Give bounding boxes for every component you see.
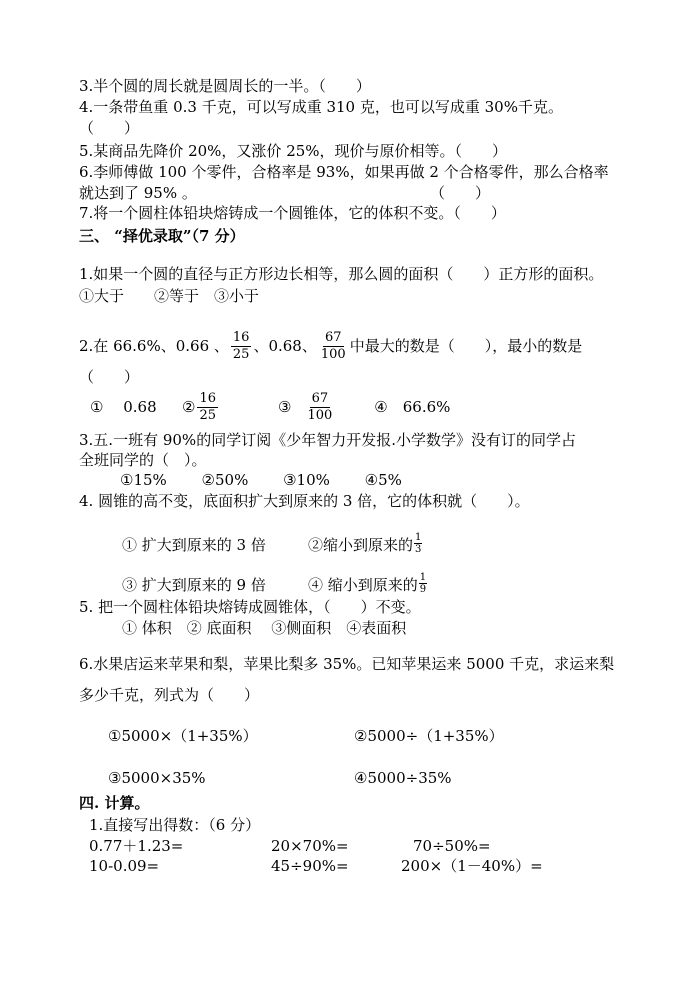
s3-q3: 3.五.一班有 90%的同学订阅《少年智力开发报.小学数学》没有订的同学占 xyxy=(79,431,576,449)
s3-q4-option-2: ②缩小到原来的 xyxy=(308,536,414,554)
s3-q4: 4. 圆锥的高不变，底面积扩大到原来的 3 倍，它的体积就（ ）。 xyxy=(79,492,530,510)
calc-r2-c3: 200×（1－40%）= xyxy=(401,857,543,875)
calc-r1-c1: 0.77＋1.23= xyxy=(89,837,184,855)
fraction-67-100: $\frac{67}{100}$ xyxy=(320,329,346,362)
fraction-16-25: $\frac{16}{25}$ xyxy=(232,329,250,362)
judge-q6: 6.李师傅做 100 个零件，合格率是 93%，如果再做 2 个合格零件，那么合格率 xyxy=(79,163,609,181)
judge-q4-answer-bracket: （ ） xyxy=(79,119,140,137)
section4-heading: 四. 计算。 xyxy=(79,794,150,812)
s3-q1: 1.如果一个圆的直径与正方形边长相等，那么圆的面积（ ）正方形的面积。 xyxy=(79,265,604,283)
s3-q4-option-4: ④ 缩小到原来的 xyxy=(308,576,418,594)
option-fraction-16-25: $\frac{16}{25}$ xyxy=(199,390,216,423)
s3-q2-suffix: 中最大的数是（ ），最小的数是 xyxy=(349,337,583,355)
s3-q6-option-4: ④5000÷35% xyxy=(354,769,452,787)
s3-q6-option-3: ③5000×35% xyxy=(108,769,206,787)
calc-r2-c1: 10-0.09= xyxy=(89,857,160,875)
s3-q6-option-1: ①5000×（1+35%） xyxy=(108,727,258,745)
judge-q6-answer-bracket: （ ） xyxy=(430,184,491,202)
s3-q2 xyxy=(79,326,582,366)
s3-q4-option-1: ① 扩大到原来的 3 倍 xyxy=(122,536,266,554)
option-fraction-67-100: $\frac{67}{100}$ xyxy=(307,390,333,423)
s3-q3-options: ①15% ②50% ③10% ④5% xyxy=(120,471,402,489)
s3-q5-options: ① 体积 ② 底面积 ③侧面积 ④表面积 xyxy=(122,619,407,637)
s3-q2-option-1: ① 0.68 xyxy=(90,398,157,416)
judge-q3: 3.半个圆的周长就是圆周长的一半。（ ） xyxy=(79,77,371,95)
s3-q2-mid: 、0.68、 xyxy=(253,337,317,355)
fraction-1-3: $\frac{1}{3}$ xyxy=(415,532,422,555)
s3-q3-cont: 全班同学的（ ）。 xyxy=(79,451,207,469)
s3-q2-prefix: 2.在 66.6%、0.66 、 xyxy=(79,337,229,355)
s4-sub1: 1.直接写出得数：（6 分） xyxy=(89,816,261,834)
judge-q4: 4.一条带鱼重 0.3 千克，可以写成重 310 克，也可以写成重 30%千克。 xyxy=(79,98,563,116)
s3-q4-options-row1 xyxy=(122,525,422,555)
calc-r2-c2: 45÷90%= xyxy=(271,857,349,875)
s3-q2-option-4: ④ 66.6% xyxy=(374,398,451,416)
s3-q2-option-3: ③ xyxy=(278,398,292,416)
judge-q5: 5.某商品先降价 20%，又涨价 25%，现价与原价相等。（ ） xyxy=(79,142,508,160)
s3-q2-options xyxy=(90,387,450,427)
s3-q2-option-2: ② xyxy=(182,398,196,416)
s3-q4-option-3: ③ 扩大到原来的 9 倍 xyxy=(122,576,266,594)
s3-q6-option-2: ②5000÷（1+35%） xyxy=(354,727,504,745)
s3-q6-cont: 多少千克，列式为（ ） xyxy=(79,686,260,704)
s3-q5: 5. 把一个圆柱体铅块熔铸成圆锥体，（ ）不变。 xyxy=(79,598,421,616)
s3-q2-answer-bracket: （ ） xyxy=(79,368,140,386)
s3-q6: 6.水果店运来苹果和梨，苹果比梨多 35%。已知苹果运来 5000 千克，求运来梨 xyxy=(79,655,615,673)
calc-r1-c2: 20×70%= xyxy=(271,837,349,855)
fraction-1-9: $\frac{1}{9}$ xyxy=(419,572,427,595)
judge-q7: 7.将一个圆柱体铅块熔铸成一个圆锥体，它的体积不变。（ ） xyxy=(79,204,506,222)
judge-q6-cont: 就达到了 95% 。 xyxy=(79,184,197,202)
s3-q1-options: ①大于 ②等于 ③小于 xyxy=(79,287,260,305)
calc-r1-c3: 70÷50%= xyxy=(413,837,491,855)
section3-heading: 三、 “择优录取”（7 分） xyxy=(79,227,245,245)
s3-q4-options-row2 xyxy=(122,565,427,595)
